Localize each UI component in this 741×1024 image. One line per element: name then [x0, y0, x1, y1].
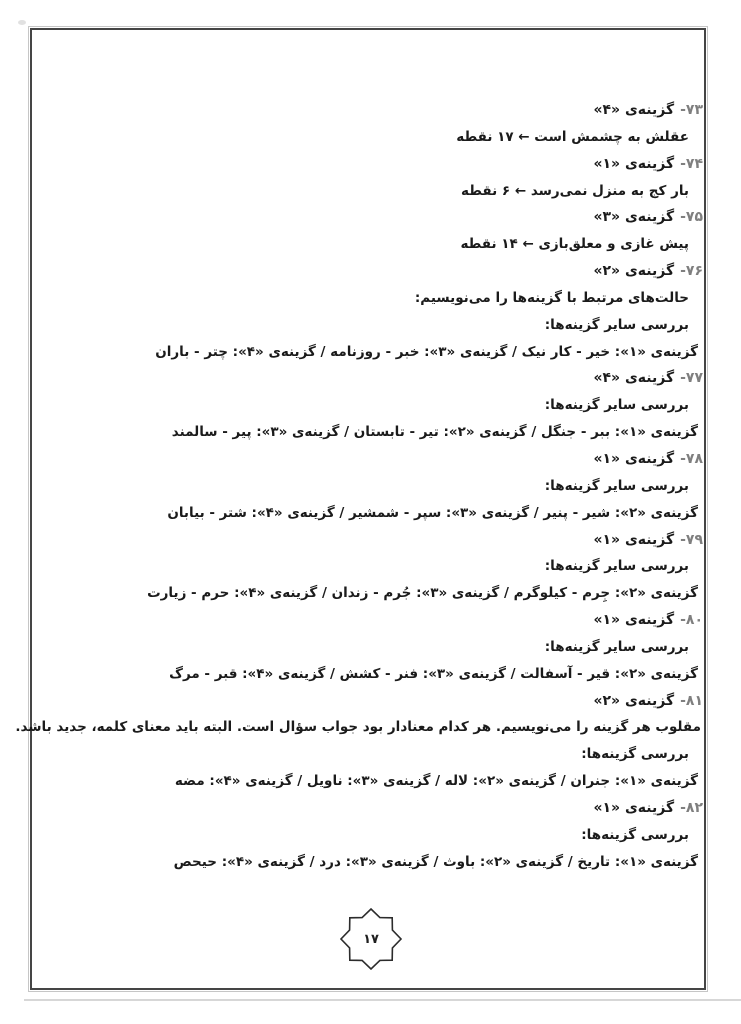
review-heading: بررسی سایر گزینه‌ها:: [544, 397, 689, 414]
options-line: گزینه‌ی «۲»: جِرم - کیلوگرم / گزینه‌ی «۳»: جُرم - زندان / گزینه‌ی «۴»: حرم - زیارت: [147, 585, 698, 602]
review-heading: بررسی سایر گزینه‌ها:: [544, 316, 689, 333]
options-line: گزینه‌ی «۲»: شیر - پنیر / گزینه‌ی «۳»: سپر - شمشیر / گزینه‌ی «۴»: شتر - بیابان: [167, 504, 698, 521]
review-heading: بررسی سایر گزینه‌ها:: [544, 558, 689, 575]
question-number: ۸۲-: [680, 799, 703, 816]
question-header: [42, 258, 703, 285]
question-number: ۸۱-: [680, 692, 703, 709]
explanation-line: پیش غازی و معلق‌بازی ← ۱۴ نقطه: [460, 236, 689, 253]
review-heading: بررسی سایر گزینه‌ها:: [544, 477, 689, 494]
page-number-badge: [340, 908, 402, 970]
explanation-paragraph: مقلوب هر گزینه را می‌نویسیم. هر کدام معنادار بود جواب سؤال است. البته باید معنای کلمه، جدید باشد.: [15, 719, 701, 736]
question-number: ۷۷-: [680, 370, 703, 387]
options-line: گزینه‌ی «۲»: قیر - آسفالت / گزینه‌ی «۳»: فنر - کشش / گزینه‌ی «۴»: قبر - مرگ: [169, 665, 698, 682]
scan-artifact-line: [24, 999, 741, 1001]
question-number: ۷۴-: [680, 155, 703, 172]
scan-artifact: [18, 20, 26, 25]
explanation-line: حالت‌های مرتبط با گزینه‌ها را می‌نویسیم:: [414, 289, 689, 306]
question-number: ۷۹-: [680, 531, 703, 548]
explanation-line: عقلش به چشمش است ← ۱۷ نقطه: [456, 128, 689, 145]
question-header: [42, 446, 703, 473]
options-line: گزینه‌ی «۱»: تاریخ / گزینه‌ی «۲»: باوث / گزینه‌ی «۳»: درد / گزینه‌ی «۴»: حیحص: [173, 853, 698, 870]
answer-label: گزینه‌ی «۱»: [593, 155, 675, 172]
answer-label: گزینه‌ی «۲»: [593, 692, 675, 709]
question-header: [42, 365, 703, 392]
answer-key-body: [15, 97, 703, 875]
answer-label: گزینه‌ی «۴»: [593, 370, 675, 387]
answer-label: گزینه‌ی «۲»: [593, 263, 675, 280]
answer-label: گزینه‌ی «۱»: [593, 799, 675, 816]
review-heading: بررسی سایر گزینه‌ها:: [544, 638, 689, 655]
review-heading: بررسی گزینه‌ها:: [581, 826, 689, 843]
options-line: گزینه‌ی «۱»: ببر - جنگل / گزینه‌ی «۲»: تیر - تابستان / گزینه‌ی «۳»: پیر - سالمند: [171, 424, 698, 441]
explanation-line: بار کج به منزل نمی‌رسد ← ۶ نقطه: [461, 182, 689, 199]
question-number: ۷۶-: [680, 263, 703, 280]
options-line: گزینه‌ی «۱»: جنران / گزینه‌ی «۲»: لاله / گزینه‌ی «۳»: ناویل / گزینه‌ی «۴»: مضه: [174, 773, 698, 790]
question-header: [42, 527, 703, 554]
question-number: ۷۸-: [680, 450, 703, 467]
answer-label: گزینه‌ی «۳»: [593, 209, 675, 226]
review-heading: بررسی گزینه‌ها:: [581, 746, 689, 763]
question-header: [42, 97, 703, 124]
page-number: ۱۷: [363, 931, 379, 947]
question-header: [42, 688, 703, 715]
question-number: ۸۰-: [680, 612, 703, 629]
answer-label: گزینه‌ی «۱»: [593, 531, 675, 548]
answer-label: گزینه‌ی «۱»: [593, 612, 675, 629]
answer-label: گزینه‌ی «۱»: [593, 450, 675, 467]
question-number: ۷۳-: [680, 102, 703, 118]
question-header: [42, 204, 703, 231]
question-number: ۷۵-: [680, 209, 703, 226]
options-line: گزینه‌ی «۱»: خیر - کار نیک / گزینه‌ی «۳»: خبر - روزنامه / گزینه‌ی «۴»: چتر - باران: [155, 343, 698, 360]
answer-label: گزینه‌ی «۴»: [593, 102, 675, 118]
question-header: [42, 795, 703, 822]
question-header: [42, 607, 703, 634]
question-header: [42, 151, 703, 178]
